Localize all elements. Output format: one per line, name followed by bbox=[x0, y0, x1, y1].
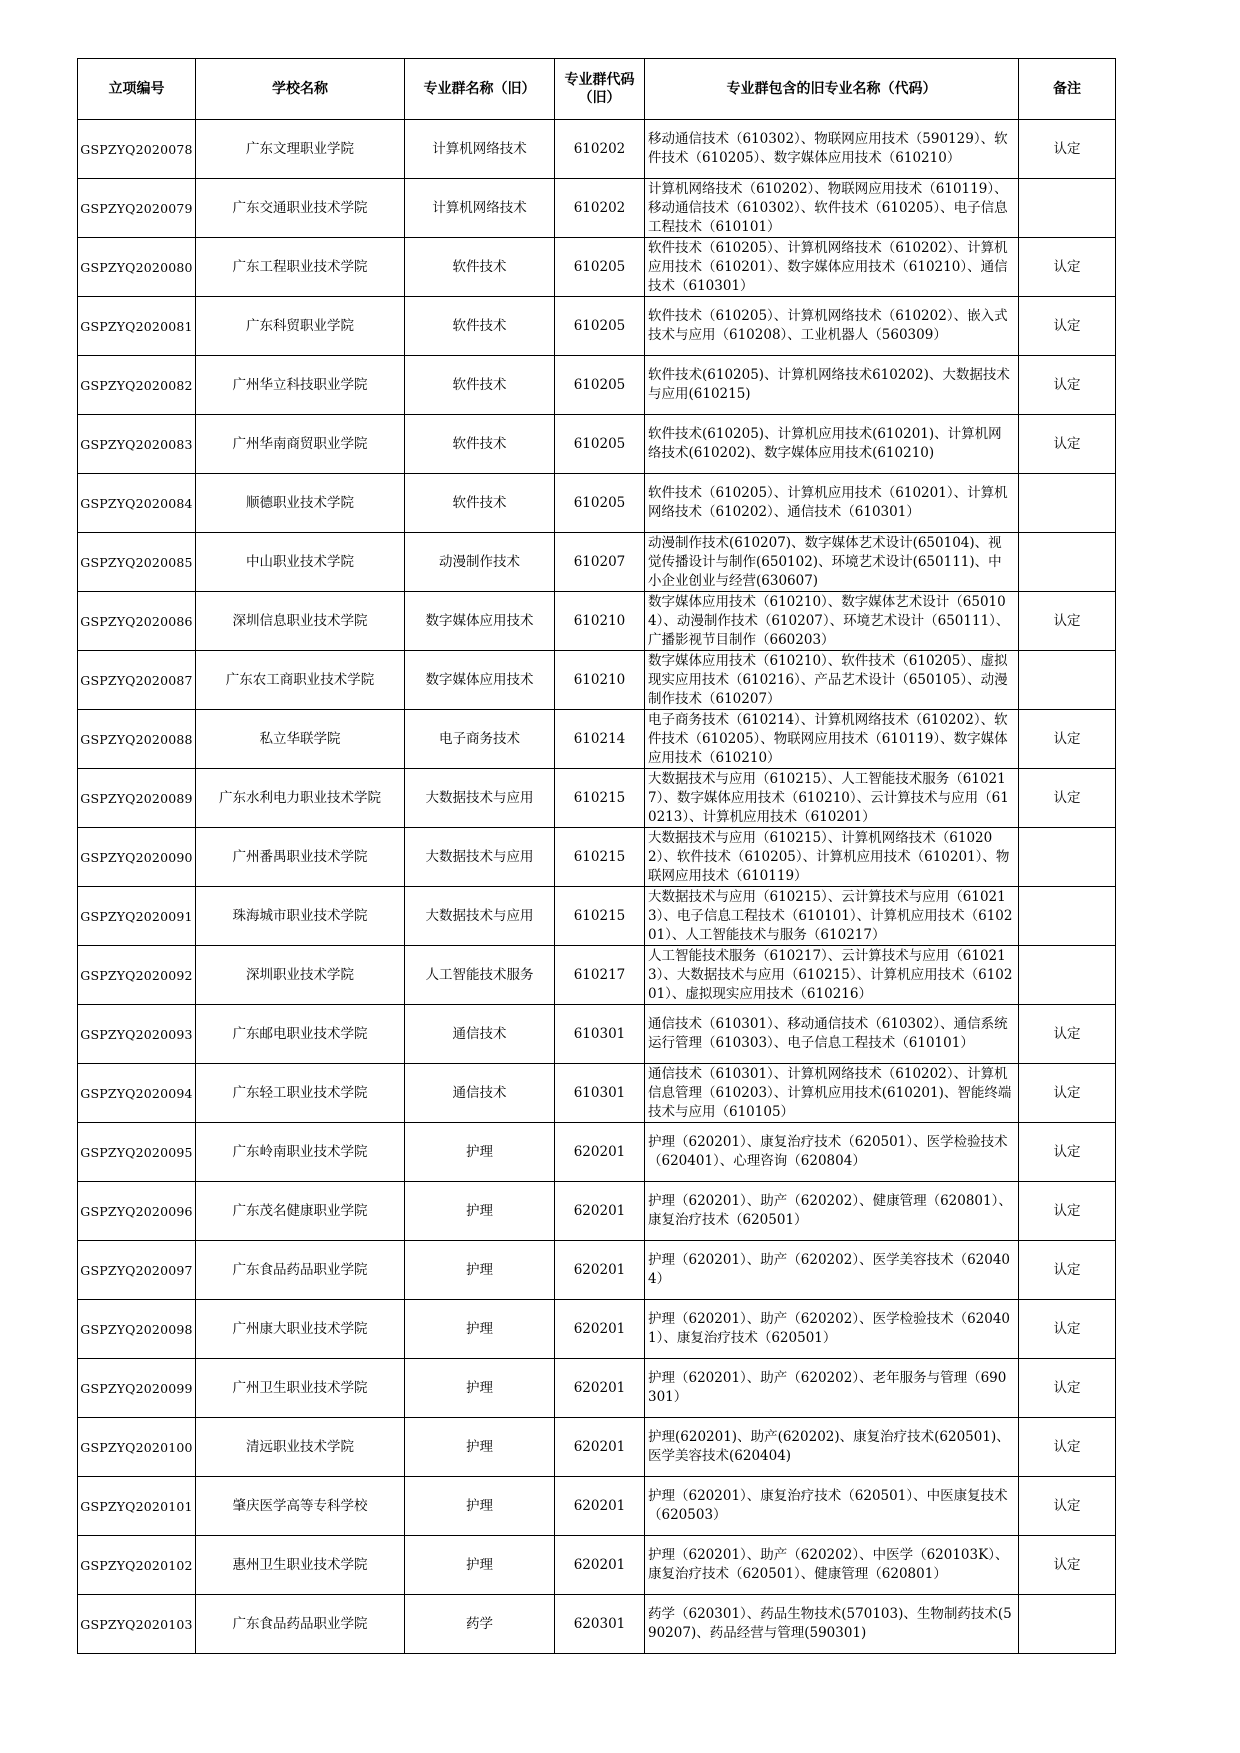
cell-note bbox=[1019, 533, 1116, 592]
table-row bbox=[78, 474, 1116, 533]
table-row bbox=[78, 356, 1116, 415]
cell-note: 认定 bbox=[1019, 769, 1116, 828]
cell-group-code: 610202 bbox=[555, 179, 645, 238]
cell-majors: 护理（620201）、助产（620202）、中医学（620103K）、康复治疗技术（620501）、健康管理（620801） bbox=[645, 1536, 1019, 1595]
cell-group-name: 数字媒体应用技术 bbox=[405, 651, 555, 710]
cell-school-name: 清远职业技术学院 bbox=[196, 1418, 405, 1477]
cell-note: 认定 bbox=[1019, 1477, 1116, 1536]
cell-group-code: 610207 bbox=[555, 533, 645, 592]
cell-project-id: GSPZYQ2020078 bbox=[78, 120, 196, 179]
table-row bbox=[78, 769, 1116, 828]
table-row bbox=[78, 415, 1116, 474]
cell-group-name: 动漫制作技术 bbox=[405, 533, 555, 592]
cell-majors: 护理（620201）、康复治疗技术（620501）、医学检验技术（620401）、心理咨询（620804） bbox=[645, 1123, 1019, 1182]
header-note: 备注 bbox=[1019, 59, 1116, 120]
cell-majors: 数字媒体应用技术（610210）、软件技术（610205）、虚拟现实应用技术（610216）、产品艺术设计（650105）、动漫制作技术（610207） bbox=[645, 651, 1019, 710]
cell-group-code: 620201 bbox=[555, 1359, 645, 1418]
cell-group-code: 620201 bbox=[555, 1300, 645, 1359]
cell-group-code: 620201 bbox=[555, 1123, 645, 1182]
cell-majors: 软件技术（610205）、计算机网络技术（610202）、嵌入式技术与应用（610208）、工业机器人（560309） bbox=[645, 297, 1019, 356]
cell-school-name: 广州华立科技职业学院 bbox=[196, 356, 405, 415]
cell-group-name: 软件技术 bbox=[405, 297, 555, 356]
cell-note: 认定 bbox=[1019, 415, 1116, 474]
table-row bbox=[78, 533, 1116, 592]
cell-group-name: 护理 bbox=[405, 1123, 555, 1182]
cell-note bbox=[1019, 474, 1116, 533]
table-row bbox=[78, 1182, 1116, 1241]
cell-school-name: 广东交通职业技术学院 bbox=[196, 179, 405, 238]
cell-project-id: GSPZYQ2020096 bbox=[78, 1182, 196, 1241]
header-majors: 专业群包含的旧专业名称（代码） bbox=[645, 59, 1019, 120]
cell-majors: 电子商务技术（610214）、计算机网络技术（610202）、软件技术（610205）、物联网应用技术（610119）、数字媒体应用技术（610210） bbox=[645, 710, 1019, 769]
cell-note: 认定 bbox=[1019, 297, 1116, 356]
cell-project-id: GSPZYQ2020093 bbox=[78, 1005, 196, 1064]
header-project-id: 立项编号 bbox=[78, 59, 196, 120]
cell-school-name: 广州番禺职业技术学院 bbox=[196, 828, 405, 887]
cell-note: 认定 bbox=[1019, 1064, 1116, 1123]
cell-group-name: 通信技术 bbox=[405, 1064, 555, 1123]
table-row bbox=[78, 946, 1116, 1005]
cell-project-id: GSPZYQ2020103 bbox=[78, 1595, 196, 1654]
table-row bbox=[78, 1300, 1116, 1359]
cell-project-id: GSPZYQ2020088 bbox=[78, 710, 196, 769]
cell-school-name: 惠州卫生职业技术学院 bbox=[196, 1536, 405, 1595]
cell-note: 认定 bbox=[1019, 1005, 1116, 1064]
cell-school-name: 深圳职业技术学院 bbox=[196, 946, 405, 1005]
cell-majors: 护理（620201）、康复治疗技术（620501）、中医康复技术（620503） bbox=[645, 1477, 1019, 1536]
cell-group-code: 610205 bbox=[555, 415, 645, 474]
table-row bbox=[78, 651, 1116, 710]
cell-majors: 软件技术(610205)、计算机应用技术(610201)、计算机网络技术(610202)、数字媒体应用技术(610210) bbox=[645, 415, 1019, 474]
cell-school-name: 广东水利电力职业技术学院 bbox=[196, 769, 405, 828]
cell-majors: 人工智能技术服务（610217）、云计算技术与应用（610213）、大数据技术与应用（610215）、计算机应用技术（610201）、虚拟现实应用技术（610216） bbox=[645, 946, 1019, 1005]
cell-note: 认定 bbox=[1019, 592, 1116, 651]
cell-project-id: GSPZYQ2020081 bbox=[78, 297, 196, 356]
cell-group-name: 人工智能技术服务 bbox=[405, 946, 555, 1005]
cell-project-id: GSPZYQ2020097 bbox=[78, 1241, 196, 1300]
cell-majors: 大数据技术与应用（610215）、云计算技术与应用（610213）、电子信息工程技术（610101）、计算机应用技术（610201）、人工智能技术与服务（610217） bbox=[645, 887, 1019, 946]
cell-group-name: 护理 bbox=[405, 1241, 555, 1300]
cell-majors: 护理（620201）、助产（620202）、医学检验技术（620401）、康复治疗技术（620501） bbox=[645, 1300, 1019, 1359]
cell-group-code: 610202 bbox=[555, 120, 645, 179]
cell-group-name: 电子商务技术 bbox=[405, 710, 555, 769]
cell-school-name: 深圳信息职业技术学院 bbox=[196, 592, 405, 651]
cell-school-name: 广东轻工职业技术学院 bbox=[196, 1064, 405, 1123]
cell-note: 认定 bbox=[1019, 356, 1116, 415]
cell-group-code: 610205 bbox=[555, 297, 645, 356]
cell-project-id: GSPZYQ2020095 bbox=[78, 1123, 196, 1182]
table-row bbox=[78, 828, 1116, 887]
table-row bbox=[78, 238, 1116, 297]
cell-school-name: 珠海城市职业技术学院 bbox=[196, 887, 405, 946]
cell-group-code: 610210 bbox=[555, 651, 645, 710]
cell-group-name: 软件技术 bbox=[405, 474, 555, 533]
cell-project-id: GSPZYQ2020082 bbox=[78, 356, 196, 415]
project-table bbox=[77, 58, 1116, 1654]
cell-school-name: 广州康大职业技术学院 bbox=[196, 1300, 405, 1359]
cell-majors: 软件技术（610205）、计算机应用技术（610201）、计算机网络技术（610202）、通信技术（610301） bbox=[645, 474, 1019, 533]
cell-project-id: GSPZYQ2020100 bbox=[78, 1418, 196, 1477]
cell-project-id: GSPZYQ2020101 bbox=[78, 1477, 196, 1536]
cell-note: 认定 bbox=[1019, 1241, 1116, 1300]
table-row bbox=[78, 1241, 1116, 1300]
table-row bbox=[78, 1418, 1116, 1477]
cell-project-id: GSPZYQ2020079 bbox=[78, 179, 196, 238]
cell-majors: 护理(620201)、助产(620202)、康复治疗技术(620501)、医学美容技术(620404) bbox=[645, 1418, 1019, 1477]
cell-school-name: 广东食品药品职业学院 bbox=[196, 1241, 405, 1300]
cell-school-name: 中山职业技术学院 bbox=[196, 533, 405, 592]
cell-note: 认定 bbox=[1019, 1418, 1116, 1477]
cell-school-name: 广东科贸职业学院 bbox=[196, 297, 405, 356]
cell-project-id: GSPZYQ2020083 bbox=[78, 415, 196, 474]
cell-note: 认定 bbox=[1019, 1536, 1116, 1595]
table-row bbox=[78, 1477, 1116, 1536]
table-row bbox=[78, 1005, 1116, 1064]
cell-group-code: 620201 bbox=[555, 1477, 645, 1536]
cell-majors: 大数据技术与应用（610215）、计算机网络技术（610202）、软件技术（610205）、计算机应用技术（610201）、物联网应用技术（610119） bbox=[645, 828, 1019, 887]
cell-school-name: 广东农工商职业技术学院 bbox=[196, 651, 405, 710]
cell-project-id: GSPZYQ2020085 bbox=[78, 533, 196, 592]
cell-school-name: 私立华联学院 bbox=[196, 710, 405, 769]
cell-note: 认定 bbox=[1019, 120, 1116, 179]
table-row bbox=[78, 710, 1116, 769]
table-row bbox=[78, 592, 1116, 651]
cell-majors: 数字媒体应用技术（610210）、数字媒体艺术设计（650104）、动漫制作技术（610207）、环境艺术设计（650111）、广播影视节目制作（660203） bbox=[645, 592, 1019, 651]
cell-group-code: 610215 bbox=[555, 887, 645, 946]
table-body bbox=[78, 120, 1116, 1654]
cell-group-name: 数字媒体应用技术 bbox=[405, 592, 555, 651]
table-row bbox=[78, 1064, 1116, 1123]
cell-group-name: 大数据技术与应用 bbox=[405, 769, 555, 828]
cell-note bbox=[1019, 946, 1116, 1005]
cell-group-code: 610210 bbox=[555, 592, 645, 651]
cell-school-name: 广东文理职业学院 bbox=[196, 120, 405, 179]
cell-note: 认定 bbox=[1019, 1300, 1116, 1359]
cell-school-name: 广东工程职业技术学院 bbox=[196, 238, 405, 297]
cell-note: 认定 bbox=[1019, 710, 1116, 769]
cell-project-id: GSPZYQ2020094 bbox=[78, 1064, 196, 1123]
cell-majors: 护理（620201）、助产（620202）、老年服务与管理（690301） bbox=[645, 1359, 1019, 1418]
cell-group-name: 软件技术 bbox=[405, 238, 555, 297]
cell-school-name: 广州华南商贸职业学院 bbox=[196, 415, 405, 474]
cell-group-code: 620201 bbox=[555, 1182, 645, 1241]
cell-note bbox=[1019, 887, 1116, 946]
header-group-code: 专业群代码 （旧） bbox=[555, 59, 645, 120]
cell-group-code: 610205 bbox=[555, 356, 645, 415]
cell-group-name: 计算机网络技术 bbox=[405, 120, 555, 179]
cell-group-code: 610205 bbox=[555, 474, 645, 533]
cell-group-name: 护理 bbox=[405, 1418, 555, 1477]
cell-project-id: GSPZYQ2020090 bbox=[78, 828, 196, 887]
cell-group-name: 护理 bbox=[405, 1359, 555, 1418]
cell-note bbox=[1019, 651, 1116, 710]
cell-note: 认定 bbox=[1019, 1359, 1116, 1418]
cell-group-code: 620201 bbox=[555, 1536, 645, 1595]
cell-project-id: GSPZYQ2020089 bbox=[78, 769, 196, 828]
cell-note bbox=[1019, 1595, 1116, 1654]
cell-majors: 软件技术(610205)、计算机网络技术610202)、大数据技术与应用(610215) bbox=[645, 356, 1019, 415]
cell-majors: 通信技术（610301）、移动通信技术（610302）、通信系统运行管理（610303）、电子信息工程技术（610101） bbox=[645, 1005, 1019, 1064]
cell-majors: 软件技术（610205）、计算机网络技术（610202）、计算机应用技术（610201）、数字媒体应用技术（610210）、通信技术（610301） bbox=[645, 238, 1019, 297]
cell-group-name: 护理 bbox=[405, 1182, 555, 1241]
cell-group-name: 药学 bbox=[405, 1595, 555, 1654]
cell-group-code: 620201 bbox=[555, 1418, 645, 1477]
cell-group-name: 软件技术 bbox=[405, 356, 555, 415]
cell-project-id: GSPZYQ2020091 bbox=[78, 887, 196, 946]
cell-majors: 计算机网络技术（610202）、物联网应用技术（610119）、移动通信技术（610302）、软件技术（610205）、电子信息工程技术（610101） bbox=[645, 179, 1019, 238]
cell-majors: 护理（620201）、助产（620202）、健康管理（620801）、康复治疗技术（620501） bbox=[645, 1182, 1019, 1241]
cell-group-name: 大数据技术与应用 bbox=[405, 887, 555, 946]
cell-note: 认定 bbox=[1019, 1182, 1116, 1241]
cell-school-name: 广东茂名健康职业学院 bbox=[196, 1182, 405, 1241]
cell-group-name: 护理 bbox=[405, 1536, 555, 1595]
header-row bbox=[78, 59, 1116, 120]
table-row bbox=[78, 1359, 1116, 1418]
cell-group-code: 610215 bbox=[555, 828, 645, 887]
cell-group-code: 610205 bbox=[555, 238, 645, 297]
table-row bbox=[78, 1123, 1116, 1182]
cell-group-code: 610217 bbox=[555, 946, 645, 1005]
cell-note: 认定 bbox=[1019, 238, 1116, 297]
cell-project-id: GSPZYQ2020098 bbox=[78, 1300, 196, 1359]
cell-school-name: 肇庆医学高等专科学校 bbox=[196, 1477, 405, 1536]
cell-school-name: 广州卫生职业技术学院 bbox=[196, 1359, 405, 1418]
cell-project-id: GSPZYQ2020080 bbox=[78, 238, 196, 297]
cell-group-name: 软件技术 bbox=[405, 415, 555, 474]
cell-group-name: 大数据技术与应用 bbox=[405, 828, 555, 887]
cell-group-code: 620301 bbox=[555, 1595, 645, 1654]
cell-group-name: 通信技术 bbox=[405, 1005, 555, 1064]
cell-note bbox=[1019, 179, 1116, 238]
cell-school-name: 广东食品药品职业学院 bbox=[196, 1595, 405, 1654]
table-row bbox=[78, 887, 1116, 946]
header-group-name: 专业群名称（旧） bbox=[405, 59, 555, 120]
cell-school-name: 广东岭南职业技术学院 bbox=[196, 1123, 405, 1182]
cell-note bbox=[1019, 828, 1116, 887]
cell-group-code: 610215 bbox=[555, 769, 645, 828]
cell-majors: 动漫制作技术(610207)、数字媒体艺术设计(650104)、视觉传播设计与制作(650102)、环境艺术设计(650111)、中小企业创业与经营(630607) bbox=[645, 533, 1019, 592]
table-row bbox=[78, 179, 1116, 238]
cell-project-id: GSPZYQ2020084 bbox=[78, 474, 196, 533]
cell-group-code: 620201 bbox=[555, 1241, 645, 1300]
cell-group-name: 护理 bbox=[405, 1477, 555, 1536]
cell-majors: 药学（620301）、药品生物技术(570103)、生物制药技术(590207)、药品经营与管理(590301) bbox=[645, 1595, 1019, 1654]
cell-group-code: 610301 bbox=[555, 1005, 645, 1064]
cell-majors: 大数据技术与应用（610215）、人工智能技术服务（610217）、数字媒体应用技术（610210）、云计算技术与应用（610213）、计算机应用技术（610201） bbox=[645, 769, 1019, 828]
cell-project-id: GSPZYQ2020086 bbox=[78, 592, 196, 651]
cell-note: 认定 bbox=[1019, 1123, 1116, 1182]
cell-majors: 移动通信技术（610302）、物联网应用技术（590129）、软件技术（610205）、数字媒体应用技术（610210） bbox=[645, 120, 1019, 179]
cell-majors: 护理（620201）、助产（620202）、医学美容技术（620404） bbox=[645, 1241, 1019, 1300]
cell-project-id: GSPZYQ2020092 bbox=[78, 946, 196, 1005]
cell-project-id: GSPZYQ2020087 bbox=[78, 651, 196, 710]
cell-group-code: 610214 bbox=[555, 710, 645, 769]
cell-project-id: GSPZYQ2020099 bbox=[78, 1359, 196, 1418]
cell-school-name: 顺德职业技术学院 bbox=[196, 474, 405, 533]
table-row bbox=[78, 120, 1116, 179]
table-row bbox=[78, 297, 1116, 356]
cell-school-name: 广东邮电职业技术学院 bbox=[196, 1005, 405, 1064]
cell-group-code: 610301 bbox=[555, 1064, 645, 1123]
header-school-name: 学校名称 bbox=[196, 59, 405, 120]
cell-majors: 通信技术（610301）、计算机网络技术（610202）、计算机信息管理（610203）、计算机应用技术(610201)、智能终端技术与应用（610105） bbox=[645, 1064, 1019, 1123]
table-row bbox=[78, 1595, 1116, 1654]
cell-group-name: 计算机网络技术 bbox=[405, 179, 555, 238]
cell-project-id: GSPZYQ2020102 bbox=[78, 1536, 196, 1595]
cell-group-name: 护理 bbox=[405, 1300, 555, 1359]
table-row bbox=[78, 1536, 1116, 1595]
